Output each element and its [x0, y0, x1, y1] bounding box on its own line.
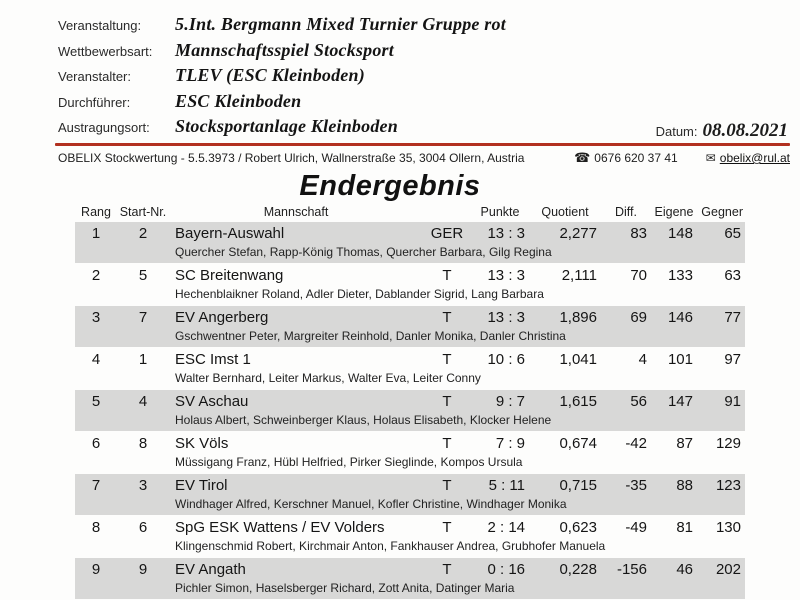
results-table [75, 205, 745, 600]
start-number-value: 7 [138, 309, 148, 326]
players-list: Quercher Stefan, Rapp-König Thomas, Quercher Barbara, Gilg Regina [175, 245, 552, 259]
red-divider-line [55, 143, 790, 146]
diff-value: -156 [616, 561, 647, 578]
own-points-value: 147 [667, 393, 693, 410]
quotient-value: 1,041 [559, 351, 597, 368]
team-main-row [75, 392, 745, 412]
own-points-value: 146 [667, 309, 693, 326]
field-durchfuehrer [58, 91, 788, 117]
phone-icon: ☎ [574, 150, 591, 165]
column-header-mannschaft: Mannschaft [263, 205, 329, 219]
column-header-punkte: Punkte [480, 205, 520, 219]
points-value: 10 : 6 [487, 351, 525, 368]
field-wettbewerbsart [58, 40, 788, 66]
rank-value: 8 [91, 519, 101, 536]
rank-value: 3 [91, 309, 101, 326]
players-list: Holaus Albert, Schweinberger Klaus, Holaus Elisabeth, Klocker Helene [175, 413, 552, 427]
field-label: Veranstaltung: [58, 18, 142, 33]
field-value: Mannschaftsspiel Stocksport [175, 39, 394, 60]
opponent-points-value: 65 [724, 225, 741, 242]
diff-value: -35 [625, 477, 647, 494]
own-points-value: 88 [676, 477, 693, 494]
document-header [58, 14, 788, 142]
rank-value: 5 [91, 393, 101, 410]
quotient-value: 2,111 [561, 267, 597, 284]
opponent-points-value: 97 [724, 351, 741, 368]
results-table-body [75, 222, 745, 599]
team-main-row [75, 266, 745, 286]
team-name: SpG ESK Wattens / EV Volders [175, 519, 385, 536]
quotient-value: 1,896 [559, 309, 597, 326]
field-label: Wettbewerbsart: [58, 43, 153, 59]
points-value: 7 : 9 [495, 435, 525, 452]
nation-code: T [442, 477, 452, 494]
start-number-value: 5 [138, 267, 148, 284]
quotient-value: 0,623 [559, 519, 597, 536]
own-points-value: 46 [676, 561, 693, 578]
field-veranstaltung [58, 14, 788, 40]
nation-code: GER [430, 225, 464, 242]
nation-code: T [442, 435, 452, 452]
players-list: Hechenblaikner Roland, Adler Dieter, Dablander Sigrid, Lang Barbara [175, 287, 544, 301]
opponent-points-value: 63 [724, 267, 741, 284]
team-name: EV Angerberg [175, 309, 269, 326]
rank-value: 9 [91, 561, 101, 578]
diff-value: 4 [638, 351, 647, 368]
points-value: 2 : 14 [487, 519, 525, 536]
diff-value: 70 [630, 267, 647, 284]
points-value: 13 : 3 [487, 267, 525, 284]
team-name: SV Aschau [175, 393, 249, 410]
players-list: Walter Bernhard, Leiter Markus, Walter Eva, Leiter Conny [175, 371, 481, 385]
diff-value: 56 [630, 393, 647, 410]
team-name: ESC Imst 1 [175, 351, 251, 368]
team-name: EV Tirol [175, 477, 228, 494]
players-list: Windhager Alfred, Kerschner Manuel, Kofler Christine, Windhager Monika [175, 497, 567, 511]
opponent-points-value: 129 [715, 435, 741, 452]
players-list: Müssigang Franz, Hübl Helfried, Pirker Sieglinde, Kompos Ursula [175, 455, 523, 469]
date-value: 08.08.2021 [702, 119, 788, 141]
rank-value: 4 [91, 351, 101, 368]
rank-value: 6 [91, 435, 101, 452]
phone-number-text: 0676 620 37 41 [594, 151, 678, 165]
table-row [75, 390, 745, 431]
team-main-row [75, 518, 745, 538]
field-austragungsort [58, 116, 788, 142]
own-points-value: 87 [676, 435, 693, 452]
opponent-points-value: 123 [715, 477, 741, 494]
date-field [656, 120, 788, 142]
field-label: Austragungsort: [58, 120, 150, 135]
vendor-text: OBELIX Stockwertung - 5.5.3973 / Robert Ulrich, Wallnerstraße 35, 3004 Ollern, Austria [58, 151, 525, 165]
software-info-bar [58, 150, 790, 166]
team-main-row [75, 476, 745, 496]
nation-code: T [442, 519, 452, 536]
own-points-value: 81 [676, 519, 693, 536]
field-value: Stocksportanlage Kleinboden [175, 116, 398, 136]
table-row [75, 264, 745, 305]
column-header-startnr: Start-Nr. [119, 205, 167, 219]
phone-number [574, 150, 678, 166]
email-link[interactable]: obelix@rul.at [719, 151, 790, 165]
rank-value: 7 [91, 477, 101, 494]
team-main-row [75, 308, 745, 328]
start-number-value: 1 [138, 351, 148, 368]
team-main-row [75, 560, 745, 580]
start-number-value: 6 [138, 519, 148, 536]
team-name: SC Breitenwang [175, 267, 284, 284]
team-main-row [75, 434, 745, 454]
quotient-value: 0,228 [559, 561, 597, 578]
field-value: 5.Int. Bergmann Mixed Turnier Gruppe rot [175, 14, 506, 34]
nation-code: T [442, 267, 452, 284]
team-name: EV Angath [175, 561, 246, 578]
table-row [75, 222, 745, 263]
players-list: Gschwentner Peter, Margreiter Reinhold, Danler Monika, Danler Christina [175, 329, 566, 343]
nation-code: T [442, 309, 452, 326]
opponent-points-value: 91 [724, 393, 741, 410]
page-title: Endergebnis [299, 170, 481, 202]
email-contact [706, 151, 790, 165]
table-row [75, 558, 745, 599]
table-header-row [75, 205, 745, 222]
diff-value: 69 [630, 309, 647, 326]
column-header-gegner: Gegner [701, 205, 743, 219]
quotient-value: 1,615 [559, 393, 597, 410]
start-number-value: 2 [138, 225, 148, 242]
table-row [75, 348, 745, 389]
column-header-eigene: Eigene [654, 205, 694, 219]
quotient-value: 0,674 [559, 435, 597, 452]
own-points-value: 148 [667, 225, 693, 242]
start-number-value: 9 [138, 561, 148, 578]
column-header-rang: Rang [81, 205, 111, 219]
diff-value: 83 [630, 225, 647, 242]
table-row [75, 432, 745, 473]
diff-value: -49 [625, 519, 647, 536]
rank-value: 1 [91, 225, 101, 242]
start-number-value: 4 [138, 393, 148, 410]
own-points-value: 101 [667, 351, 693, 368]
points-value: 13 : 3 [487, 309, 525, 326]
rank-value: 2 [91, 267, 101, 284]
quotient-value: 0,715 [559, 477, 597, 494]
own-points-value: 133 [667, 267, 693, 284]
date-label: Datum: [655, 123, 698, 139]
envelope-icon: ✉ [705, 151, 716, 165]
field-label: Veranstalter: [58, 69, 131, 84]
players-list: Pichler Simon, Haselsberger Richard, Zott Anita, Datinger Maria [175, 581, 515, 595]
opponent-points-value: 130 [715, 519, 741, 536]
start-number-value: 3 [138, 477, 148, 494]
table-row [75, 474, 745, 515]
points-value: 9 : 7 [495, 393, 525, 410]
team-name: SK Völs [175, 435, 229, 452]
table-row [75, 516, 745, 557]
quotient-value: 2,277 [559, 225, 597, 242]
diff-value: -42 [625, 435, 647, 452]
field-value: TLEV (ESC Kleinboden) [175, 65, 365, 85]
start-number-value: 8 [138, 435, 148, 452]
players-list: Klingenschmid Robert, Kirchmair Anton, Fankhauser Andrea, Grubhofer Manuela [175, 539, 606, 553]
points-value: 5 : 11 [488, 477, 525, 494]
table-row [75, 306, 745, 347]
points-value: 13 : 3 [487, 225, 525, 242]
column-header-diff: Diff. [615, 205, 637, 219]
opponent-points-value: 77 [724, 309, 741, 326]
nation-code: T [442, 561, 452, 578]
team-main-row [75, 224, 745, 244]
column-header-quotient: Quotient [541, 205, 589, 219]
team-name: Bayern-Auswahl [175, 225, 285, 242]
field-label: Durchführer: [58, 94, 131, 110]
opponent-points-value: 202 [715, 561, 741, 578]
field-veranstalter [58, 65, 788, 91]
nation-code: T [442, 351, 452, 368]
nation-code: T [442, 393, 452, 410]
points-value: 0 : 16 [487, 561, 525, 578]
team-main-row [75, 350, 745, 370]
field-value: ESC Kleinboden [175, 90, 302, 111]
